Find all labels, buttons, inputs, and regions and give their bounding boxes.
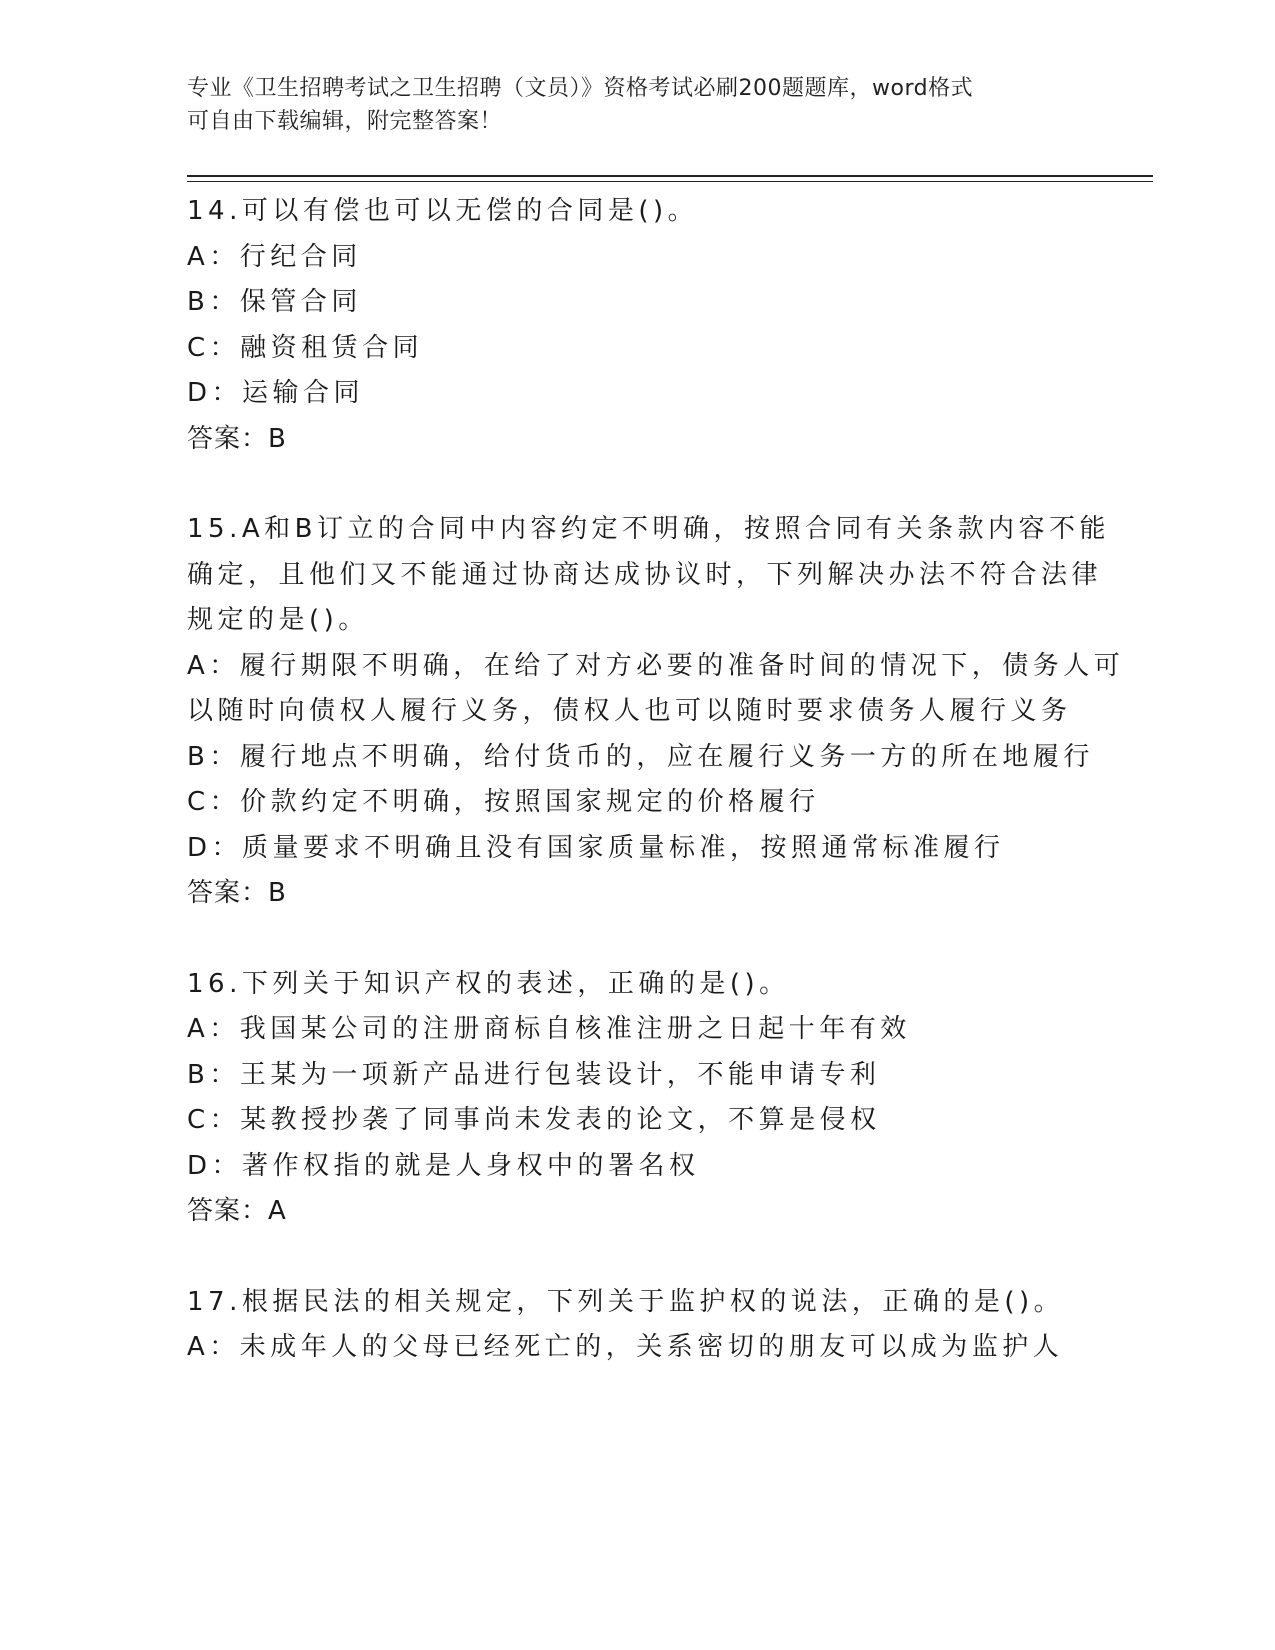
header-divider-thin xyxy=(187,181,1153,182)
answer-option: D：运输合同 xyxy=(187,378,365,408)
document-header xyxy=(187,72,1087,138)
question-stem: 规定的是()。 xyxy=(187,605,369,635)
header-divider-thick xyxy=(187,175,1153,177)
question-stem: 15.A和B订立的合同中内容约定不明确，按照合同有关条款内容不能 xyxy=(187,514,1110,544)
answer-option: B：保管合同 xyxy=(187,287,362,317)
answer-option: C：价款约定不明确，按照国家规定的价格履行 xyxy=(187,787,820,817)
answer-option: A：我国某公司的注册商标自核准注册之日起十年有效 xyxy=(187,1014,911,1044)
answer-key: 答案：B xyxy=(187,878,287,908)
question-list xyxy=(187,189,1125,1416)
answer-option: 以随时向债权人履行义务，债权人也可以随时要求债务人履行义务 xyxy=(187,696,1072,726)
question-stem: 确定，且他们又不能通过协商达成协议时，下列解决办法不符合法律 xyxy=(187,559,1103,590)
header-line-2: 可自由下载编辑，附完整答案！ xyxy=(187,109,503,134)
answer-option: A：未成年人的父母已经死亡的，关系密切的朋友可以成为监护人 xyxy=(187,1332,1064,1362)
question-stem: 17.根据民法的相关规定，下列关于监护权的说法，正确的是()。 xyxy=(187,1286,1065,1317)
answer-option: A：履行期限不明确，在给了对方必要的准备时间的情况下，债务人可 xyxy=(187,650,1125,681)
answer-key: 答案：A xyxy=(187,1196,287,1226)
question-stem: 16.下列关于知识产权的表述，正确的是()。 xyxy=(187,968,790,999)
answer-option: B：王某为一项新产品进行包装设计，不能申请专利 xyxy=(187,1059,881,1090)
question-block xyxy=(187,1280,1087,1371)
answer-option: D：质量要求不明确且没有国家质量标准，按照通常标准履行 xyxy=(187,832,1005,863)
answer-key: 答案：B xyxy=(187,423,287,454)
question-block xyxy=(187,962,1087,1235)
answer-option: A：行纪合同 xyxy=(187,241,362,272)
question-block xyxy=(187,189,1087,462)
answer-option: B：履行地点不明确，给付货币的，应在履行义务一方的所在地履行 xyxy=(187,741,1094,772)
answer-option: C：融资租赁合同 xyxy=(187,332,424,363)
question-block xyxy=(187,507,1125,917)
question-stem: 14.可以有偿也可以无偿的合同是()。 xyxy=(187,196,699,226)
header-line-1: 专业《卫生招聘考试之卫生招聘（文员）》资格考试必刷200题题库，word格式 xyxy=(187,76,974,101)
answer-option: C：某教授抄袭了同事尚未发表的论文，不算是侵权 xyxy=(187,1105,881,1135)
answer-option: D：著作权指的就是人身权中的署名权 xyxy=(187,1150,700,1181)
